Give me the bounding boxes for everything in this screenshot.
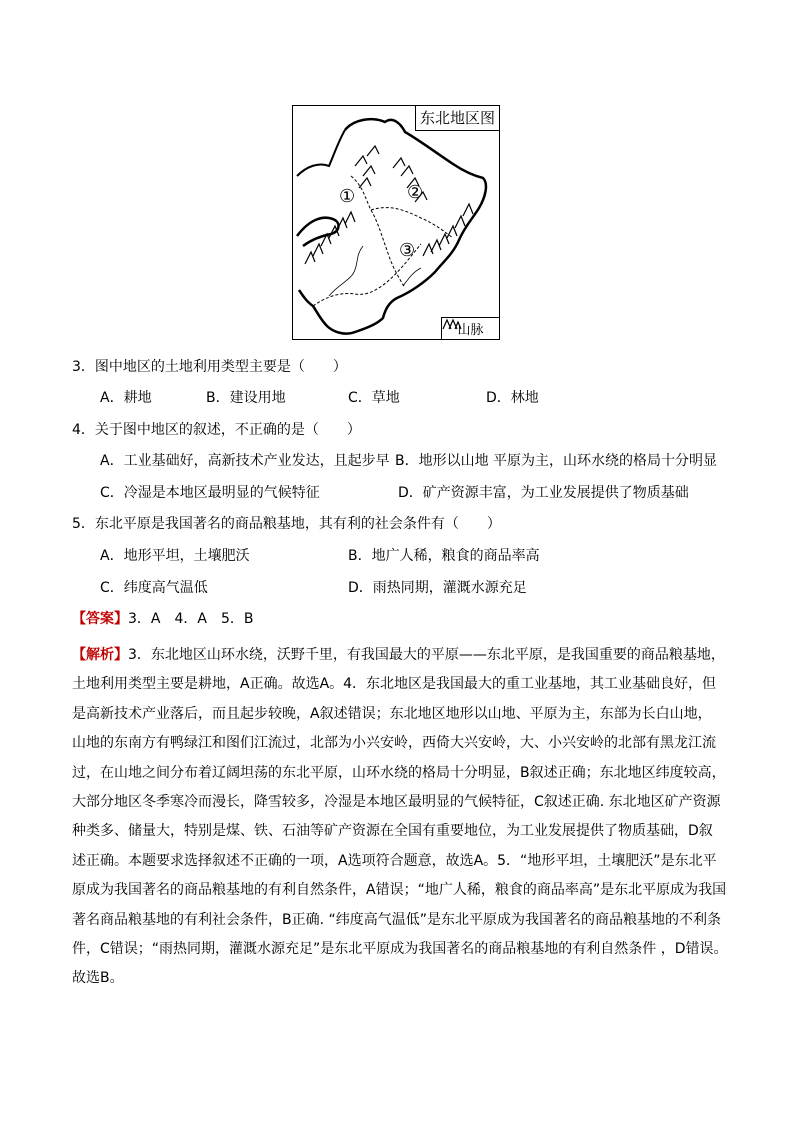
analysis-line: 山地的东南方有鸭绿江和图们江流过，北部为小兴安岭，西倚大兴安岭，大、小兴安岭的北部有黑龙江流 <box>72 735 716 752</box>
region-outline <box>299 119 486 333</box>
answer-line <box>72 609 253 629</box>
analysis-line: 土地利用类型主要是耕地，A正确。故选A。4．东北地区是我国最大的重工业基地，其工业基础良好，但 <box>72 676 717 693</box>
q4-option-b: B．地形以山地 平原为主，山环水绕的格局十分明显 <box>395 453 718 469</box>
map-label-3: ③ <box>399 240 416 261</box>
mountain-range-icon <box>442 318 462 330</box>
analysis-line: 种类多、储量大，特别是煤、铁、石油等矿产资源在全国有重要地位，为工业发展提供了物质基础，D叙 <box>72 823 713 840</box>
analysis-line: 【解析】3．东北地区山环水绕，沃野千里，有我国最大的平原——东北平原，是我国重要的商品粮基地， <box>72 647 725 663</box>
q5-option-c: C．纬度高气温低 <box>100 580 208 596</box>
analysis-block <box>72 641 742 994</box>
analysis-line: 大部分地区冬季寒冷而漫长，降雪较多，冷湿是本地区最明显的气候特征，C叙述正确. 东北地区矿产资源 <box>72 793 721 810</box>
map-legend <box>441 317 499 339</box>
analysis-tag: 【解析】 <box>72 647 128 663</box>
province-boundary <box>351 176 405 288</box>
answer-tag: 【答案】 <box>72 611 128 627</box>
analysis-line: 过，在山地之间分布着辽阔坦荡的东北平原，山环水绕的格局十分明显，B叙述正确；东北地区纬度较高， <box>72 764 726 781</box>
q5-option-d: D．雨热同期，灌溉水源充足 <box>348 580 527 596</box>
legend-label: 山脉 <box>457 323 484 338</box>
q4-option-d: D．矿产资源丰富，为工业发展提供了物质基础 <box>398 485 689 501</box>
river <box>329 246 363 296</box>
analysis-line: 述正确。本题要求选择叙述不正确的一项，A选项符合题意，故选A。5．“地形平坦，土壤肥沃”是东北平 <box>72 852 717 869</box>
q4-option-a: A．工业基础好，高新技术产业发达，且起步早 <box>100 453 390 469</box>
q3-option-b: B．建设用地 <box>206 390 286 406</box>
river <box>403 268 421 286</box>
northeast-map-figure <box>292 105 500 340</box>
map-label-2: ② <box>407 182 424 203</box>
answer-text: 3．A 4．A 5．B <box>128 611 254 627</box>
analysis-line: 著名商品粮基地的有利社会条件，B正确. “纬度高气温低”是东北平原成为我国著名的商品粮基地的不利条 <box>72 911 722 928</box>
map-label-1: ① <box>339 186 356 207</box>
analysis-line: 件，C错误；“雨热同期，灌溉水源充足”是东北平原成为我国著名的商品粮基地的有利自然条件 ，D错误。 <box>72 940 728 957</box>
analysis-line: 是高新技术产业落后，而且起步较晚，A叙述错误；东北地区地形以山地、平原为主，东部为长白山地， <box>72 705 712 722</box>
q3-option-a: A．耕地 <box>100 390 152 406</box>
analysis-line: 故选B。 <box>72 970 124 987</box>
q3-option-d: D．林地 <box>486 390 539 406</box>
analysis-line: 原成为我国著名的商品粮基地的有利自然条件，A错误；“地广人稀，粮食的商品率高”是东北平原成为我国 <box>72 882 727 899</box>
province-boundary <box>371 208 453 238</box>
question-5-stem: 5．东北平原是我国著名的商品粮基地，其有利的社会条件有（ ） <box>72 516 501 532</box>
question-3-stem: 3．图中地区的土地利用类型主要是（ ） <box>72 359 347 375</box>
q4-option-c: C．冷湿是本地区最明显的气候特征 <box>100 485 320 501</box>
northeast-map <box>293 106 501 341</box>
q5-option-a: A．地形平坦，土壤肥沃 <box>100 548 250 564</box>
q3-option-c: C．草地 <box>348 390 400 406</box>
northwest-border <box>297 130 345 176</box>
question-4-stem: 4．关于图中地区的叙述，不正确的是（ ） <box>72 422 361 438</box>
map-title: 东北地区图 <box>415 106 499 131</box>
q5-option-b: B．地广人稀，粮食的商品率高 <box>348 548 540 564</box>
